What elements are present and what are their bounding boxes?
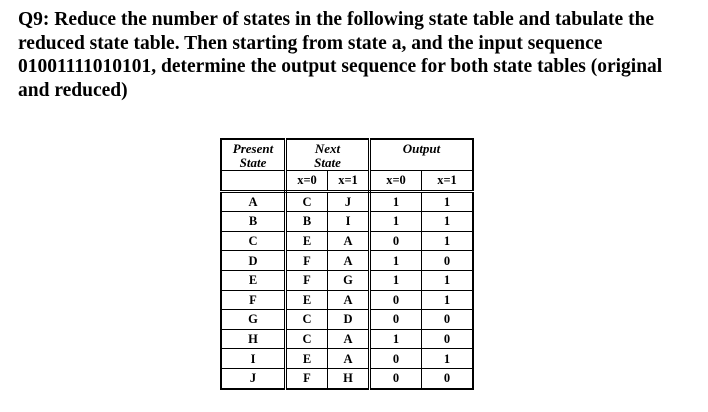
output-x0-cell: 1: [370, 270, 422, 290]
next-state-x1-cell: G: [328, 270, 370, 290]
present-state-cell: B: [221, 212, 286, 232]
present-state-cell: E: [221, 270, 286, 290]
table-row: [221, 349, 473, 369]
present-state-cell: F: [221, 290, 286, 310]
subheader-next-x0: x=0: [286, 171, 328, 192]
question-text: Q9: Reduce the number of states in the following state table and tabulate the reduced state table. Then starting from state a, and the input sequence 01001111010101, determine the output sequence for both state tables (original and reduced): [18, 9, 663, 101]
present-state-cell: G: [221, 310, 286, 330]
header-next-state: Next State: [286, 139, 370, 171]
next-state-x1-cell: A: [328, 329, 370, 349]
table-row: [221, 191, 473, 212]
output-x0-cell: 0: [370, 290, 422, 310]
next-state-x1-cell: A: [328, 231, 370, 251]
table-row: [221, 212, 473, 232]
output-x0-cell: 0: [370, 310, 422, 330]
table-row: [221, 310, 473, 330]
output-x1-cell: 1: [422, 191, 474, 212]
present-state-cell: I: [221, 349, 286, 369]
subheader-blank: [221, 171, 286, 192]
output-x1-cell: 1: [422, 349, 474, 369]
next-state-x1-cell: D: [328, 310, 370, 330]
next-state-x0-cell: E: [286, 231, 328, 251]
output-x0-cell: 0: [370, 231, 422, 251]
next-state-x0-cell: B: [286, 212, 328, 232]
output-x0-cell: 1: [370, 212, 422, 232]
output-x1-cell: 1: [422, 290, 474, 310]
output-x0-cell: 1: [370, 329, 422, 349]
table-row: [221, 251, 473, 271]
next-state-x0-cell: F: [286, 251, 328, 271]
next-state-x1-cell: J: [328, 191, 370, 212]
output-x1-cell: 1: [422, 212, 474, 232]
output-x1-cell: 0: [422, 251, 474, 271]
output-x1-cell: 0: [422, 368, 474, 388]
present-state-cell: D: [221, 251, 286, 271]
next-state-x0-cell: C: [286, 191, 328, 212]
table-row: [221, 270, 473, 290]
header-output: Output: [370, 139, 474, 171]
output-x0-cell: 0: [370, 349, 422, 369]
output-x0-cell: 1: [370, 251, 422, 271]
next-state-x0-cell: C: [286, 329, 328, 349]
next-state-x0-cell: C: [286, 310, 328, 330]
next-state-x1-cell: A: [328, 290, 370, 310]
subheader-next-x1: x=1: [328, 171, 370, 192]
subheader-output-x1: x=1: [422, 171, 474, 192]
header-present-state: Present State: [221, 139, 286, 171]
next-state-x0-cell: F: [286, 270, 328, 290]
next-state-x1-cell: I: [328, 212, 370, 232]
subheader-output-x0: x=0: [370, 171, 422, 192]
output-x0-cell: 0: [370, 368, 422, 388]
next-state-x0-cell: E: [286, 290, 328, 310]
output-x0-cell: 1: [370, 191, 422, 212]
present-state-cell: C: [221, 231, 286, 251]
present-state-cell: J: [221, 368, 286, 388]
table-row: [221, 368, 473, 388]
present-state-cell: H: [221, 329, 286, 349]
next-state-x1-cell: H: [328, 368, 370, 388]
table-row: [221, 329, 473, 349]
next-state-x1-cell: A: [328, 251, 370, 271]
next-state-x0-cell: F: [286, 368, 328, 388]
output-x1-cell: 0: [422, 329, 474, 349]
table-row: [221, 290, 473, 310]
state-table: [220, 138, 474, 390]
output-x1-cell: 1: [422, 270, 474, 290]
output-x1-cell: 0: [422, 310, 474, 330]
output-x1-cell: 1: [422, 231, 474, 251]
table-row: [221, 231, 473, 251]
next-state-x0-cell: E: [286, 349, 328, 369]
present-state-cell: A: [221, 191, 286, 212]
next-state-x1-cell: A: [328, 349, 370, 369]
